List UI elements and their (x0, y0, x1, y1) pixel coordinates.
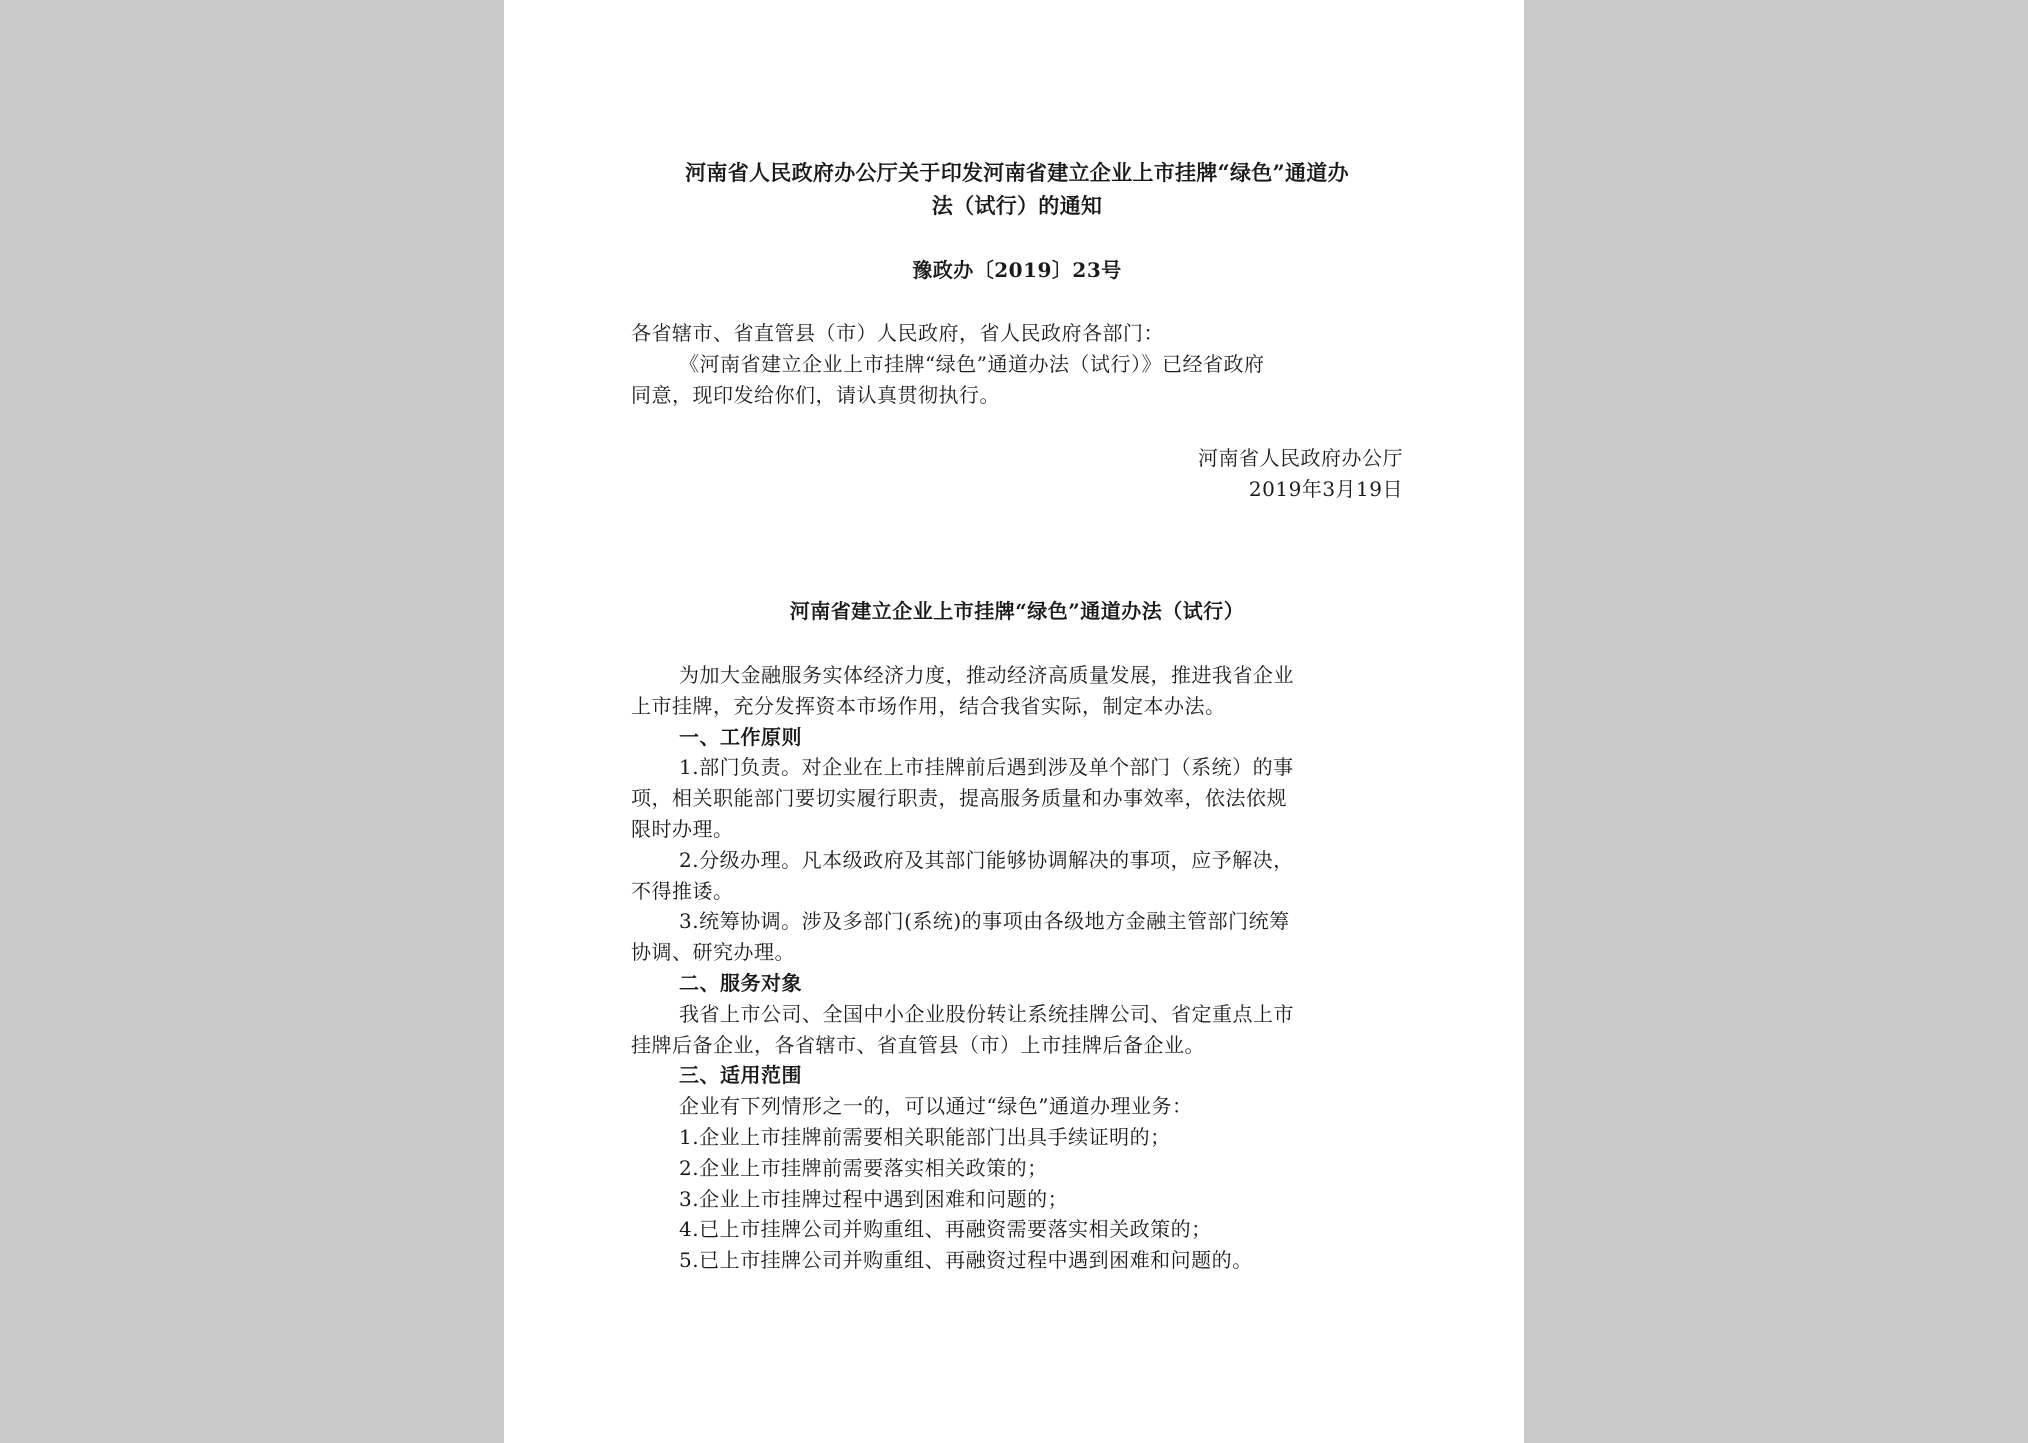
issue-date: 2019年3月19日 (1248, 477, 1403, 501)
paragraph-line: 我省上市公司、全国中小企业股份转让系统挂牌公司、省定重点上市 (679, 1001, 1294, 1026)
paragraph-line: 2.企业上市挂牌前需要落实相关政策的； (679, 1155, 1048, 1180)
paragraph-line: 5.已上市挂牌公司并购重组、再融资过程中遇到困难和问题的。 (679, 1248, 1253, 1273)
notice-title-line-1: 河南省人民政府办公厅关于印发河南省建立企业上市挂牌“绿色”通道办 (685, 160, 1349, 185)
paragraph-line: 限时办理。 (631, 817, 734, 841)
document-number: 豫政办〔2019〕23号 (912, 258, 1122, 282)
section-heading: 一、工作原则 (679, 724, 802, 749)
section-heading: 二、服务对象 (679, 971, 802, 995)
measures-title: 河南省建立企业上市挂牌“绿色”通道办法（试行） (789, 599, 1245, 623)
paragraph-line: 1.部门负责。对企业在上市挂牌前后遇到涉及单个部门（系统）的事 (679, 755, 1294, 780)
notice-body-line-1: 《河南省建立企业上市挂牌“绿色”通道办法（试行）》已经省政府 (679, 352, 1265, 376)
paragraph-line: 3.企业上市挂牌过程中遇到困难和问题的； (679, 1186, 1069, 1211)
addressee: 各省辖市、省直管县（市）人民政府，省人民政府各部门： (631, 321, 1164, 345)
notice-title-line-2: 法（试行）的通知 (931, 193, 1103, 218)
paragraph-line: 不得推诿。 (631, 878, 734, 903)
paragraph-line: 3.统筹协调。涉及多部门(系统)的事项由各级地方金融主管部门统筹 (679, 909, 1290, 934)
document-page (504, 0, 1524, 1443)
paragraph-line: 4.已上市挂牌公司并购重组、再融资需要落实相关政策的； (679, 1217, 1212, 1242)
paragraph-line: 上市挂牌，充分发挥资本市场作用，结合我省实际，制定本办法。 (631, 693, 1226, 718)
paragraph-line: 企业有下列情形之一的，可以通过“绿色”通道办理业务： (679, 1094, 1193, 1119)
paragraph-line: 协调、研究办理。 (631, 940, 795, 965)
section-heading: 三、适用范围 (679, 1063, 802, 1088)
paragraph-line: 挂牌后备企业，各省辖市、省直管县（市）上市挂牌后备企业。 (631, 1032, 1205, 1057)
issuer: 河南省人民政府办公厅 (1198, 446, 1403, 470)
paragraph-line: 2.分级办理。凡本级政府及其部门能够协调解决的事项，应予解决， (679, 847, 1294, 872)
notice-body-line-2: 同意，现印发给你们，请认真贯彻执行。 (631, 383, 1000, 407)
paragraph-line: 为加大金融服务实体经济力度，推动经济高质量发展，推进我省企业 (679, 663, 1294, 687)
paragraph-line: 项，相关职能部门要切实履行职责，提高服务质量和办事效率，依法依规 (631, 786, 1287, 811)
paragraph-line: 1.企业上市挂牌前需要相关职能部门出具手续证明的； (679, 1125, 1171, 1149)
